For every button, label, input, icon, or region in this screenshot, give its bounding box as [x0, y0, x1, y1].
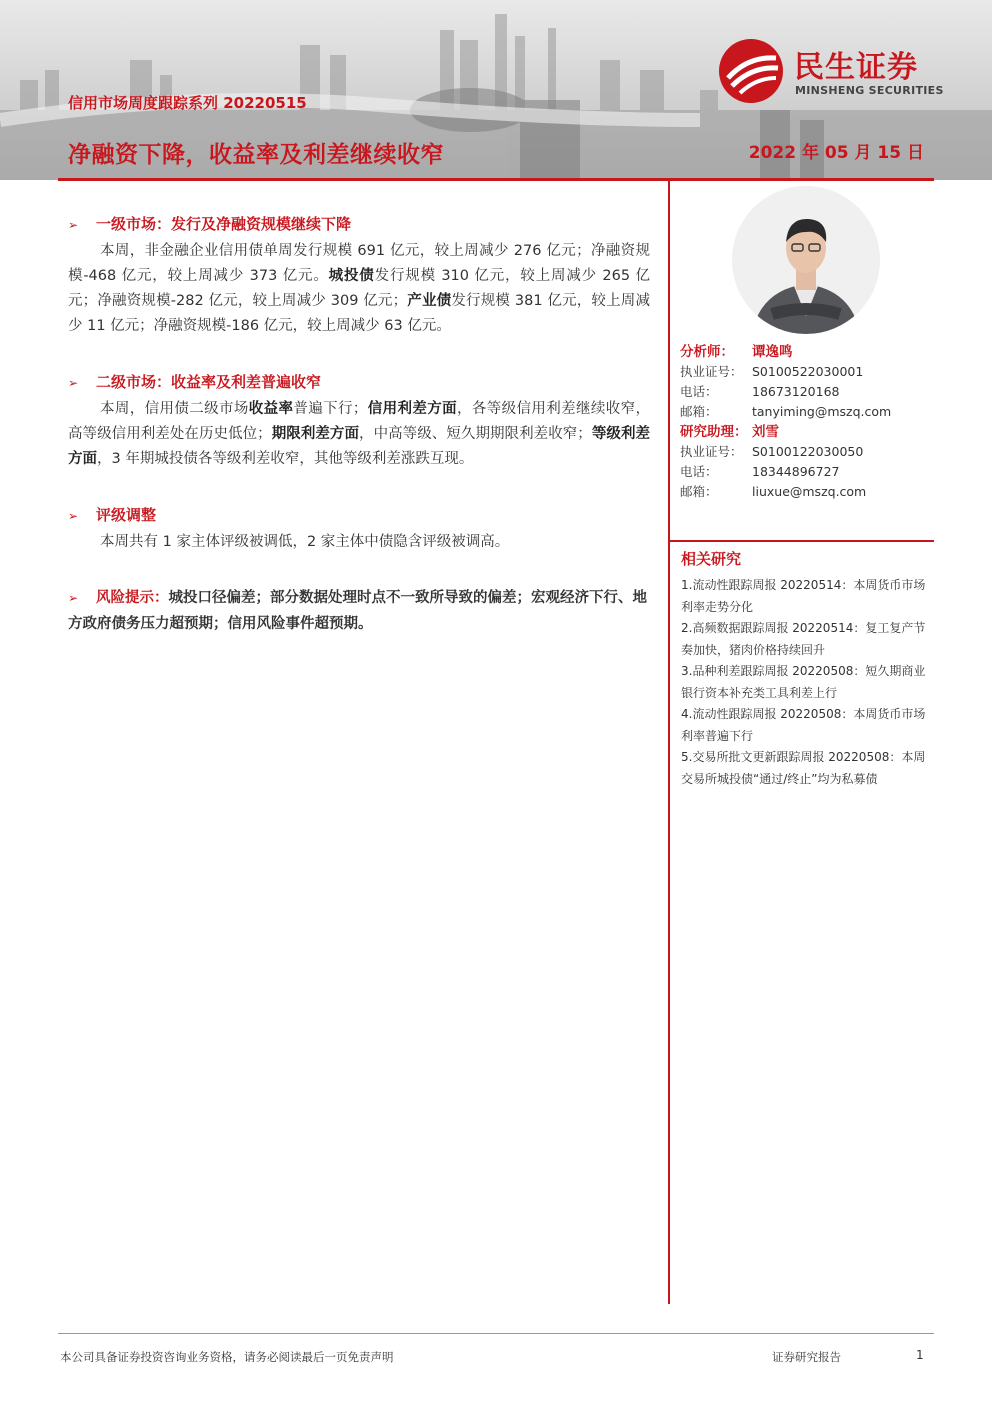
- paragraph-text: ，中高等级、短久期期限利差收窄；: [359, 426, 592, 442]
- footer-divider: [58, 1333, 934, 1334]
- paragraph-text: 发行规模 310 亿元，较上周减少 265 亿元；净融资规模-282 亿元，较上周减少 309 亿元；: [68, 268, 650, 309]
- logo-english-name: MINSHENG SECURITIES: [795, 84, 944, 97]
- section-rating-changes: [68, 503, 650, 555]
- analyst-row-value: 18673120168: [752, 384, 840, 399]
- analyst-row: [680, 482, 932, 502]
- analyst-row: [680, 342, 932, 362]
- section-heading-text: 二级市场：收益率及利差普遍收窄: [96, 373, 322, 391]
- company-logo: [718, 38, 968, 104]
- risk-label: 风险提示：: [96, 590, 169, 606]
- minsheng-logo-icon: [718, 38, 784, 104]
- bold-keyword: 等级利差方面: [68, 426, 651, 467]
- analyst-row-label: 电话：: [680, 384, 718, 399]
- section-paragraph: [68, 397, 650, 472]
- analyst-row-label: 执业证号：: [680, 444, 743, 459]
- related-research-item[interactable]: 4.流动性跟踪周报 20220508：本周货币市场利率普遍下行: [681, 707, 926, 743]
- analyst-row-value: S0100522030001: [752, 364, 864, 379]
- risk-warning: [68, 585, 650, 637]
- related-divider: [670, 540, 934, 542]
- analyst-row-value: 谭逸鸣: [752, 344, 793, 360]
- analyst-row: [680, 362, 932, 382]
- bold-keyword: 期限利差方面: [271, 426, 360, 442]
- section-primary-market: [68, 212, 650, 339]
- related-research-title: 相关研究: [681, 550, 742, 568]
- analyst-row-label: 执业证号：: [680, 364, 743, 379]
- analyst-row: [680, 462, 932, 482]
- analyst-row-value: liuxue@mszq.com: [752, 484, 867, 499]
- analyst-info: [680, 342, 932, 502]
- footer-report-type: 证券研究报告: [772, 1350, 841, 1364]
- analyst-row-label: 分析师：: [680, 344, 734, 360]
- bold-keyword: 信用利差方面: [367, 401, 457, 417]
- analyst-row-value: tanyiming@mszq.com: [752, 404, 892, 419]
- page-number: 1: [916, 1348, 924, 1362]
- analyst-row-label: 电话：: [680, 464, 718, 479]
- footer-disclaimer: 本公司具备证券投资咨询业务资格，请务必阅读最后一页免责声明: [60, 1350, 394, 1364]
- paragraph-text: 本周，信用债二级市场: [100, 401, 249, 417]
- paragraph-text: 普遍下行；: [293, 401, 368, 417]
- analyst-row-value: 18344896727: [752, 464, 840, 479]
- related-research-item[interactable]: 2.高频数据跟踪周报 20220514：复工复产节奏加快，猪肉价格持续回升: [681, 621, 926, 657]
- related-research-list: [681, 575, 931, 790]
- report-series: 信用市场周度跟踪系列 20220515: [68, 94, 307, 112]
- logo-chinese-name: 民生证券: [794, 50, 918, 85]
- analyst-row: [680, 382, 932, 402]
- analyst-row-label: 邮箱：: [680, 484, 718, 499]
- section-heading: [68, 212, 650, 236]
- report-title: 净融资下降，收益率及利差继续收窄: [68, 142, 444, 168]
- analyst-photo: [732, 186, 880, 334]
- paragraph-text: ，各等级信用利差继续收窄，高等级信用利差处在历史低位；: [68, 401, 650, 442]
- bullet-arrow-icon: ➢: [68, 509, 79, 523]
- bold-keyword: 收益率: [248, 401, 294, 417]
- section-paragraph: [68, 239, 650, 339]
- report-date: 2022 年 05 月 15 日: [748, 143, 924, 163]
- summary-column: [68, 212, 650, 637]
- related-research-item[interactable]: 1.流动性跟踪周报 20220514：本周货币市场利率走势分化: [681, 578, 926, 614]
- section-heading-text: 一级市场：发行及净融资规模继续下降: [96, 215, 352, 233]
- bullet-arrow-icon: ➢: [68, 591, 79, 605]
- bold-keyword: 城投债: [328, 268, 375, 284]
- related-research-item[interactable]: 3.品种利差跟踪周报 20220508：短久期商业银行资本补充类工具利差上行: [681, 664, 926, 700]
- section-paragraph: [68, 530, 650, 555]
- analyst-avatar-icon: [732, 186, 880, 334]
- section-heading: [68, 370, 650, 394]
- section-secondary-market: [68, 370, 650, 472]
- analyst-row: [680, 442, 932, 462]
- bullet-arrow-icon: ➢: [68, 376, 79, 390]
- paragraph-text: 本周共有 1 家主体评级被调低，2 家主体中债隐含评级被调高。: [100, 534, 510, 550]
- related-research-item[interactable]: 5.交易所批文更新跟踪周报 20220508：本周交易所城投债“通过/终止”均为私募债: [681, 750, 926, 786]
- bullet-arrow-icon: ➢: [68, 218, 79, 232]
- section-heading: [68, 503, 650, 527]
- analyst-row-value: 刘雪: [752, 424, 779, 440]
- analyst-row: [680, 402, 932, 422]
- column-divider: [668, 181, 670, 1304]
- bold-keyword: 产业债: [407, 293, 452, 309]
- analyst-row-label: 研究助理：: [680, 424, 748, 440]
- analyst-row: [680, 422, 932, 442]
- analyst-row-label: 邮箱：: [680, 404, 718, 419]
- paragraph-text: 本周，非金融企业信用债单周发行规模 691 亿元，较上周减少 276 亿元；净融资规模-468 亿元，较上周减少 373 亿元。: [68, 243, 650, 284]
- risk-text: 城投口径偏差；部分数据处理时点不一致所导致的偏差；宏观经济下行、地方政府债务压力超预期；信用风险事件超预期。: [68, 590, 647, 632]
- paragraph-text: 发行规模 381 亿元，较上周减少 11 亿元；净融资规模-186 亿元，较上周减少 63 亿元。: [68, 293, 650, 334]
- section-heading-text: 评级调整: [96, 506, 157, 524]
- header-banner: [0, 0, 992, 180]
- header-divider: [58, 178, 934, 181]
- analyst-row-value: S0100122030050: [752, 444, 864, 459]
- paragraph-text: ，3 年期城投债各等级利差收窄，其他等级利差涨跌互现。: [97, 451, 474, 467]
